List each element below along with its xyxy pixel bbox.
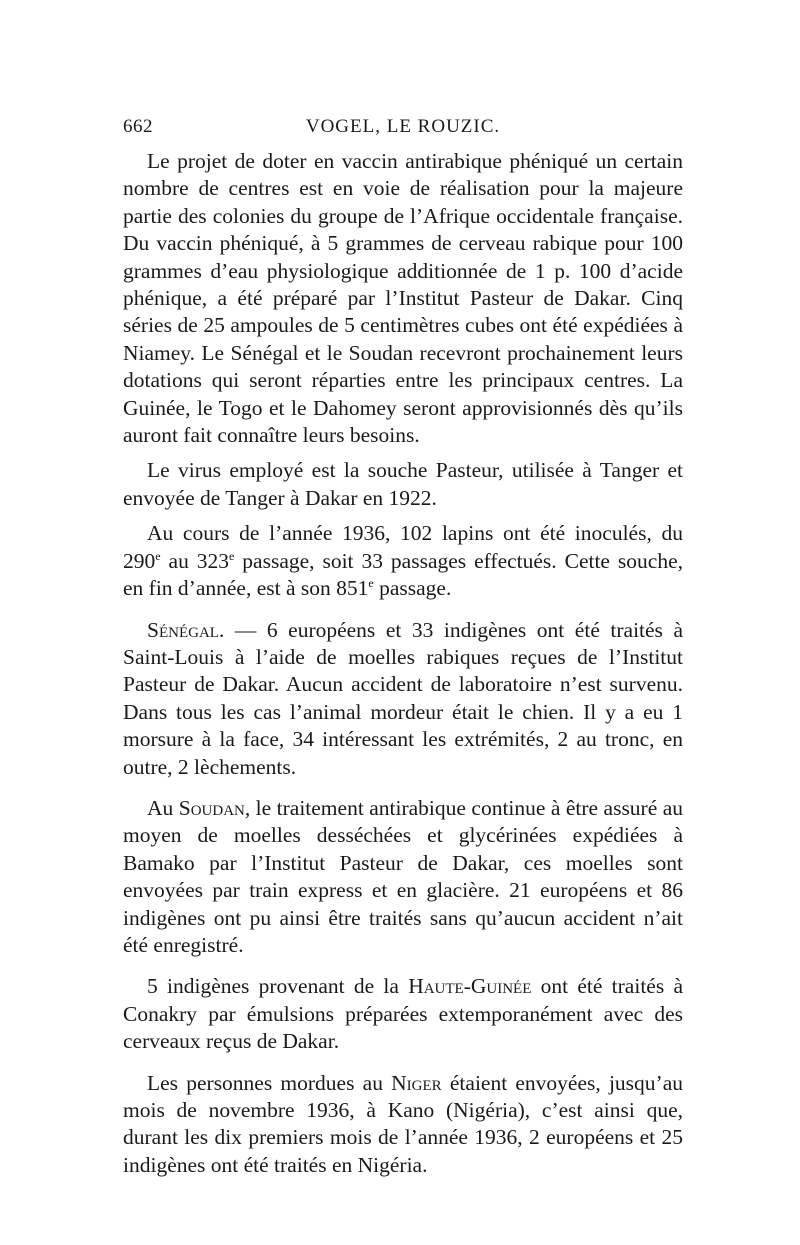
region-name-senegal: Sénégal. — [147, 617, 225, 642]
paragraph-haute-guinee — [123, 973, 683, 1055]
paragraph-virus-strain: Le virus employé est la souche Pasteur, utilisée à Tanger et envoyée de Tanger à Dakar en 1922. — [123, 458, 683, 510]
text-span: Les personnes mordues au — [147, 1070, 392, 1095]
paragraph-rabbit-passages — [123, 520, 683, 602]
text-span: 5 indigènes provenant de la — [147, 974, 409, 999]
superscript: e — [155, 548, 161, 563]
text-span: ont été traités à Conakry par émulsions préparées extemporanément avec des cerveaux reçus de Dakar. — [123, 974, 683, 1054]
region-name-niger: Niger — [391, 1070, 442, 1095]
paragraph-soudan — [123, 795, 683, 959]
superscript: e — [368, 575, 374, 590]
text-span: , le traitement antirabique continue à être assuré au moyen de moelles desséchées et glycérinées expédiées à Bamako par l’Institut Pasteur de Dakar, ces moelles sont envoyées par train express et en glacière. 21 européens et 86 indigènes ont pu ainsi être traités sans qu’aucun accident n’ait été enregistré. — [123, 795, 683, 957]
superscript: e — [229, 548, 235, 563]
page-number: 662 — [123, 116, 153, 137]
text-span: Au cours de l’année 1936, 102 lapins ont été inoculés, du 290 — [123, 521, 683, 573]
page-header — [123, 116, 683, 146]
text-span: étaient envoyées, jusqu’au mois de novembre 1936, à Kano (Nigéria), c’est ainsi que, durant les dix premiers mois de l’année 1936, 2 européens et 25 indigènes ont été traités en Nigéria. — [123, 1070, 683, 1177]
paragraph-niger — [123, 1070, 683, 1180]
region-name-soudan: Soudan — [178, 795, 245, 820]
text-span: au 323 — [160, 548, 230, 573]
text-span: Au — [147, 795, 179, 820]
body-text — [123, 148, 683, 1187]
text-span: — 6 européens et 33 indigènes ont été traités à Saint-Louis à l’aide de moelles rabiques reçues de l’Institut Pasteur de Dakar. Aucun accident de laboratoire n’est survenu. Dans tous les cas l’animal mordeur était le chien. Il y a eu 1 morsure à la face, 34 intéressant les extrémités, 2 au tronc, en outre, 2 lèchements. — [123, 617, 683, 779]
text-span: passage. — [373, 576, 452, 601]
paragraph-vaccine-project: Le projet de doter en vaccin antirabique phéniqué un certain nombre de centres est en voie de réalisation pour la majeure partie des colonies du groupe de l’Afrique occidentale française. Du vaccin phéniqué, à 5 grammes de cerveau rabique pour 100 grammes d’eau physiologique additionnée de 1 p. 100 d’acide phénique, a été préparé par l’Institut Pasteur de Dakar. Cinq séries de 25 ampoules de 5 centimètres cubes ont été expédiées à Niamey. Le Sénégal et le Soudan recevront prochainement leurs dotations qui seront réparties entre les principaux centres. La Guinée, le Togo et le Dahomey seront approvisionnés dès qu’ils auront fait connaître leurs besoins. — [123, 149, 683, 448]
region-name-haute-guinee: Haute-Guinée — [408, 974, 532, 999]
running-head: VOGEL, LE ROUZIC. — [305, 116, 501, 137]
paragraph-senegal — [123, 617, 683, 781]
text-span: passage, soit 33 passages effectués. Cette souche, en fin d’année, est à son 851 — [123, 548, 684, 601]
